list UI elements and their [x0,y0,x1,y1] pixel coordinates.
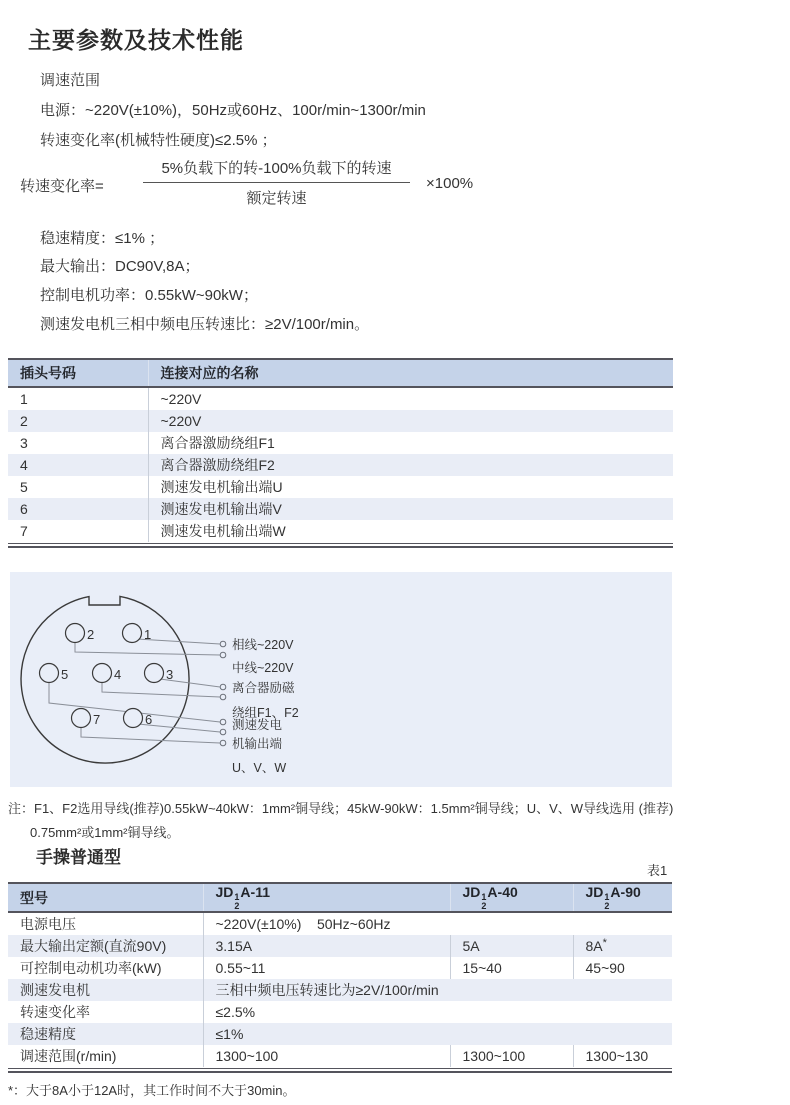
plug-number: 6 [20,501,28,517]
row-value-span: ≤2.5% [203,1001,672,1023]
wire-label-phase: 相线~220V [232,638,294,652]
leader-pin7 [81,727,220,743]
pin-4-circle [93,664,112,683]
row-value: 1300~100 [450,1045,573,1067]
plug-number: 3 [20,435,28,451]
table-row [8,935,672,957]
model-jd2a-40 [450,883,573,912]
model-prefix: JD [215,884,234,900]
table-row [8,387,673,410]
pin-1-number: 1 [144,627,152,642]
model-jd2a-11 [203,883,450,912]
table-row [8,454,673,476]
wire-label-clutch: 离合器励磁 [232,681,295,695]
row-value-span: ~220V(±10%) 50Hz~60Hz [203,912,672,935]
table-row [8,476,673,498]
formula-lhs: 转速变化率= [20,178,104,195]
model-stacked-index [604,893,609,911]
row-value: 45~90 [573,957,672,979]
plug-number: 4 [20,457,28,473]
table1-label: 表1 [647,863,668,878]
pin-7-number: 7 [93,712,101,727]
row-label: 调速范围(r/min) [20,1048,117,1064]
formula-multiplier: ×100% [426,175,474,192]
spec-line-speed-range: 调速范围 [40,72,101,89]
terminal-4 [220,694,226,700]
row-value: 15~40 [450,957,573,979]
plug-table-header-number: 插头号码 [20,365,76,381]
pin-3-number: 3 [166,667,174,682]
table-row [8,1001,672,1023]
model-sup: 1 [604,892,610,902]
table-row [8,979,672,1001]
terminal-2 [220,652,226,658]
model-jd2a-90 [573,883,672,912]
plug-name: ~220V [148,410,673,432]
model-suffix: A-90 [610,884,641,900]
terminal-5 [220,719,226,725]
row-label: 最大输出定额(直流90V) [20,938,167,954]
plug-name: 离合器激励绕组F1 [148,432,673,454]
model-table-header-row [8,883,672,912]
model-table-header-label: 型号 [20,889,48,906]
table-row [8,498,673,520]
terminal-6 [220,729,226,735]
wire-note-line1: 注：F1、F2选用导线(推荐)0.55kW~40kW：1mm²铜导线；45kW-90kW：1.5mm²铜导线；U、V、W导线选用 (推荐) [8,801,674,816]
plug-name: 离合器激励绕组F2 [148,454,673,476]
terminal-dots [220,641,226,746]
plug-name: 测速发电机输出端U [148,476,673,498]
plug-name: 测速发电机输出端W [148,520,673,542]
row-value: 1300~130 [573,1045,672,1067]
table-row [8,520,673,542]
plug-name: ~220V [148,387,673,410]
row-value-text: 8A [585,938,603,954]
table-footnote: *：大于8A小于12A时，其工作时间不大于30min。 [8,1083,296,1098]
terminal-1 [220,641,226,647]
row-value-span: ≤1% [203,1023,672,1045]
spec-line-speed-variation: 转速变化率(机械特性硬度)≤2.5% ； [40,132,277,149]
table-row [8,410,673,432]
spec-line-tacho-ratio: 测速发电机三相中频电压转速比：≥2V/100r/min。 [40,316,370,333]
model-suffix: A-40 [487,884,518,900]
plug-table [8,358,673,548]
pin-6-number: 6 [145,712,153,727]
model-sub: 2 [481,901,487,911]
plug-table-header-row [8,359,673,387]
wire-label-neutral: 中线~220V [232,661,294,675]
row-value [573,935,672,957]
connector-diagram-svg [10,572,672,787]
spec-line-power-supply: 电源：~220V(±10%)，50Hz或60Hz、100r/min~1300r/min [40,102,426,119]
model-sup: 1 [234,892,240,902]
wire-label-uvw: U、V、W [232,761,287,775]
model-suffix: A-11 [240,884,270,900]
row-label: 可控制电动机功率(kW) [20,960,162,976]
wire-note-line2: 0.75mm²或1mm²铜导线。 [30,825,180,840]
wire-label-output: 机输出端 [232,737,283,751]
pin-4-number: 4 [114,667,122,682]
model-spec-table [8,882,672,1073]
pin-1-circle [123,624,142,643]
row-label: 转速变化率 [20,1004,90,1020]
row-label: 电源电压 [20,916,76,932]
spec-line-max-output: 最大输出：DC90V,8A； [40,258,200,275]
pin-2-number: 2 [87,627,95,642]
model-prefix: JD [462,884,481,900]
connector-diagram [10,572,672,787]
plug-name: 测速发电机输出端V [148,498,673,520]
table-row [8,432,673,454]
pin-2-circle [66,624,85,643]
row-value: 5A [450,935,573,957]
table-row [8,1045,672,1067]
spec-line-motor-power: 控制电机功率：0.55kW~90kW； [40,287,258,304]
plug-number: 7 [20,523,28,539]
plug-number: 2 [20,413,28,429]
row-value: 3.15A [203,935,450,957]
wire-label-winding: 绕组F1、F2 [232,706,299,720]
plug-number: 1 [20,391,28,407]
row-value: 0.55~11 [203,957,450,979]
page-title: 主要参数及技术性能 [28,27,244,53]
footnote-marker: * [602,937,607,949]
formula-denominator: 额定转速 [246,190,307,207]
plug-number: 5 [20,479,28,495]
spec-line-stability: 稳速精度：≤1% ； [40,230,165,247]
row-value: 1300~100 [203,1045,450,1067]
table-row [8,1023,672,1045]
model-sub: 2 [604,901,610,911]
model-prefix: JD [585,884,604,900]
formula-numerator: 5%负载下的转-100%负载下的转速 [143,157,410,183]
pin-5-number: 5 [61,667,69,682]
row-label: 测速发电机 [20,982,90,998]
formula-fraction [143,157,410,208]
model-stacked-index [234,893,239,911]
wire-label-tacho: 测速发电 [232,718,283,732]
row-label: 稳速精度 [20,1026,76,1042]
plug-table-header-name: 连接对应的名称 [148,359,673,387]
table-row [8,912,672,935]
terminal-7 [220,740,226,746]
model-sup: 1 [481,892,487,902]
model-sub: 2 [234,901,240,911]
pin-7-circle [72,709,91,728]
pin-6-circle [124,709,143,728]
model-stacked-index [481,893,486,911]
table-row [8,957,672,979]
pin-3-circle [145,664,164,683]
pin-5-circle [40,664,59,683]
leader-pin2 [75,642,220,655]
section-heading-manual-type: 手操普通型 [36,848,121,867]
row-value-span: 三相中频电压转速比为≥2V/100r/min [203,979,672,1001]
terminal-3 [220,684,226,690]
